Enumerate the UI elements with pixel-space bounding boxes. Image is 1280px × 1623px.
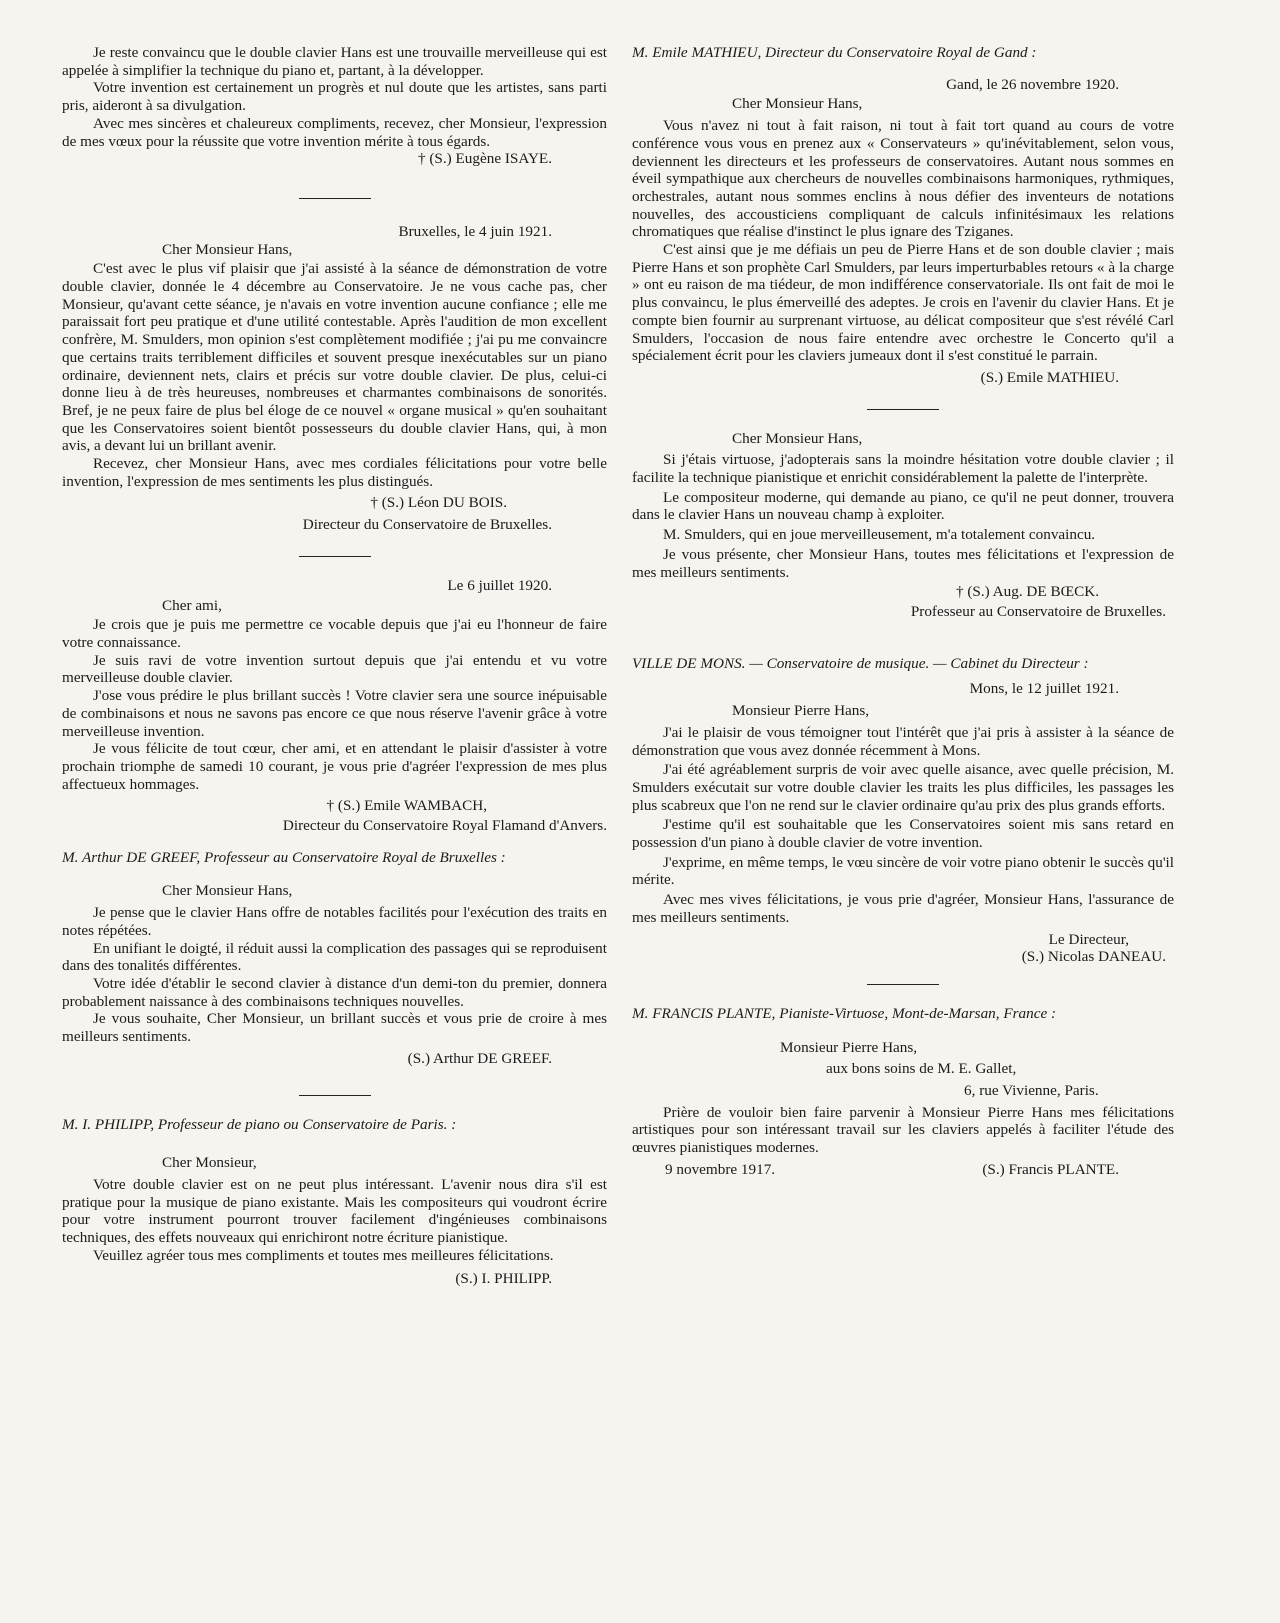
signature: (S.) Emile MATHIEU. xyxy=(980,368,1119,386)
signature: † (S.) Aug. DE BŒCK. xyxy=(955,583,1099,601)
paragraph: C'est avec le plus vif plaisir que j'ai assisté à la séance de démonstration de votre double clavier, donnée le 4 décembre au Conservatoire. Je ne vous cache pas, cher Monsieur, qu'avant cette séance, je n'avais en votre invention aucune confiance ; elle me paraissait fort peu pratique et d'une utilité contestable. Après l'audition de mon excellent confrère, M. Smulders, mon opinion s'est complètement modifiée ; j'ai pu me convaincre que certains traits terriblement difficiles et souvent presque inexécutables sur un piano ordinaire, deviennent nets, clairs et précis sur votre double clavier. De plus, celui-ci donne lieu à de très heureuses, nombreuses et charmantes combinaisons de sonorités. Bref, je ne peux faire de plus bel éloge de ce nouvel « organe musical » qu'en souhaitant que les Conservatoires soient bientôt possesseurs du double clavier Hans, qui, à mon avis, a devant lui un brillant avenir. xyxy=(62,260,607,455)
address-line: 6, rue Vivienne, Paris. xyxy=(964,1082,1099,1100)
signer-title: Le Directeur, xyxy=(1048,930,1129,948)
letter-philipp xyxy=(62,1116,607,1288)
signer-title: Directeur du Conservatoire de Bruxelles. xyxy=(302,516,552,534)
paragraph: Votre idée d'établir le second clavier à distance d'un demi-ton du premier, donnera probablement naissance à des combinaisons techniques nouvelles. xyxy=(62,974,607,1010)
paragraph: J'ai le plaisir de vous témoigner tout l'intérêt que j'ai pris à assister à la séance de démonstration que vous avez donnée récemment à Mons. xyxy=(632,723,1174,759)
paragraph: Je crois que je puis me permettre ce vocable depuis que j'ai eu l'honneur de faire votre connaissance. xyxy=(62,616,607,651)
letter-heading: M. I. PHILIPP, Professeur de piano ou Conservatoire de Paris. : xyxy=(62,1116,457,1134)
closing-line xyxy=(632,1161,1174,1179)
letter-daneau xyxy=(632,655,1174,966)
signature: (S.) Nicolas DANEAU. xyxy=(1021,948,1166,966)
paragraph: J'estime qu'il est souhaitable que les Conservatoires soient mis sans retard en possession d'un piano à double clavier de votre invention. xyxy=(632,816,1174,852)
salutation: Cher Monsieur Hans, xyxy=(162,882,293,900)
paragraph: J'ai été agréablement surpris de voir avec quelle aisance, avec quelle précision, M. Smulders exécutait sur votre double clavier les traits les plus difficiles, les passages les plus scabreux que l'on ne rend sur le clavier ordinaire qu'au prix des plus grands efforts. xyxy=(632,761,1174,814)
address-line: aux bons soins de M. E. Gallet, xyxy=(826,1060,1017,1078)
paragraph: Je pense que le clavier Hans offre de notables facilités pour l'exécution des traits en notes répétées. xyxy=(62,904,607,939)
paragraph: En unifiant le doigté, il réduit aussi la complication des passages qui se reproduisent dans des tonalités différentes. xyxy=(62,939,607,975)
letter-mathieu xyxy=(632,44,1174,387)
paragraph: Vous n'avez ni tout à fait raison, ni tout à fait tort quand au cours de votre conférence vous vous en prenez aux « Conservateurs » qu'inévitablement, selon vous, deviennent les directeurs et les professeurs de conservatoires. Autant nous sommes en éveil sympathique aux chercheurs de nouvelles combinaisons harmoniques, rythmiques, orchestrales, autant nous sommes enclins à nous défier des inventeurs de notations nouvelles, des accousticiens compliquant de calculs infinitésimaux les relations chromatiques que réalise d'instinct le plus ignare des Tziganes. xyxy=(632,117,1174,241)
paragraph: Je vous présente, cher Monsieur Hans, toutes mes félicitations et l'expression de mes meilleurs sentiments. xyxy=(632,545,1174,581)
signature: (S.) Arthur DE GREEF. xyxy=(407,1049,552,1067)
paragraph: Le compositeur moderne, qui demande au piano, ce qu'il ne peut donner, trouvera dans le clavier Hans un nouveau champ à exploiter. xyxy=(632,488,1174,524)
letter-date: Le 6 juillet 1920. xyxy=(447,576,552,594)
salutation: Cher Monsieur Hans, xyxy=(162,240,293,258)
address-line: Monsieur Pierre Hans, xyxy=(780,1038,918,1056)
paragraph: Si j'étais virtuose, j'adopterais sans la moindre hésitation votre double clavier ; il facilite la technique pianistique et enrichit considérablement la palette de l'interprète. xyxy=(632,451,1174,487)
letter-heading: VILLE DE MONS. — Conservatoire de musique. — Cabinet du Directeur : xyxy=(632,654,1089,672)
letter-isaye xyxy=(62,44,607,168)
letter-date: Mons, le 12 juillet 1921. xyxy=(969,680,1119,698)
paragraph: Veuillez agréer tous mes compliments et toutes mes meilleures félicitations. xyxy=(93,1246,554,1264)
paragraph: Avec mes vives félicitations, je vous prie d'agréer, Monsieur Hans, l'assurance de mes meilleurs sentiments. xyxy=(632,891,1174,926)
paragraph: Avec mes sincères et chaleureux compliments, recevez, cher Monsieur, l'expression de mes vœux pour la réussite que votre invention mérite à tous égards. xyxy=(62,114,607,150)
signature: (S.) I. PHILIPP. xyxy=(455,1270,552,1288)
salutation: Cher Monsieur Hans, xyxy=(732,429,863,447)
letter-heading: M. FRANCIS PLANTE, Pianiste-Virtuose, Mont-de-Marsan, France : xyxy=(632,1004,1057,1022)
signer-title: Professeur au Conservatoire de Bruxelles. xyxy=(910,602,1166,620)
signer-title: Directeur du Conservatoire Royal Flamand d'Anvers. xyxy=(282,817,607,835)
signature: † (S.) Emile WAMBACH, xyxy=(326,797,487,815)
salutation: Cher Monsieur Hans, xyxy=(732,95,863,113)
paragraph: Prière de vouloir bien faire parvenir à Monsieur Pierre Hans mes félicitations artistiques pour son intéressant travail sur les claviers appelés à faciliter l'étude des œuvres pianistiques modernes. xyxy=(632,1103,1174,1157)
letter-dubois xyxy=(62,223,607,534)
paragraph: Je suis ravi de votre invention surtout depuis que j'ai entendu et vu votre merveilleuse double clavier. xyxy=(62,651,607,687)
letter-date: Bruxelles, le 4 juin 1921. xyxy=(398,222,552,240)
paragraph: Je reste convaincu que le double clavier Hans est une trouvaille merveilleuse qui est appelée à simplifier la technique du piano et, partant, à la développer. xyxy=(62,44,607,79)
signature: (S.) Francis PLANTE. xyxy=(982,1160,1119,1178)
signature: † (S.) Léon DU BOIS. xyxy=(370,494,507,512)
letter-date: 9 novembre 1917. xyxy=(665,1160,776,1178)
paragraph: Je vous souhaite, Cher Monsieur, un brillant succès et vous prie de croire à mes meilleurs sentiments. xyxy=(62,1010,607,1046)
paragraph: Je vous félicite de tout cœur, cher ami, et en attendant le plaisir d'assister à votre prochain triomphe de samedi 10 courant, je vous prie d'agréer l'expression de mes plus affectueux hommages. xyxy=(62,740,607,793)
letter-wambach xyxy=(62,577,607,835)
paragraph: M. Smulders, qui en joue merveilleusement, m'a totalement convaincu. xyxy=(663,526,1096,544)
letter-deboeck xyxy=(632,430,1174,621)
paragraph: J'exprime, en même temps, le vœu sincère de voir votre piano obtenir le succès qu'il mérite. xyxy=(632,853,1174,889)
right-column xyxy=(632,44,1174,1179)
letter-plante xyxy=(632,1005,1174,1179)
salutation: Monsieur Pierre Hans, xyxy=(732,702,870,720)
letter-heading: M. Arthur DE GREEF, Professeur au Conservatoire Royal de Bruxelles : xyxy=(62,848,506,866)
paragraph: J'ose vous prédire le plus brillant succès ! Votre clavier sera une source inépuisable de combinaisons et nous ne savons pas encore ce que nous réserve l'avenir grâce à votre merveilleuse invention. xyxy=(62,687,607,740)
letter-date: Gand, le 26 novembre 1920. xyxy=(946,75,1119,93)
letter-heading: M. Emile MATHIEU, Directeur du Conservatoire Royal de Gand : xyxy=(632,44,1037,61)
salutation: Cher ami, xyxy=(162,596,222,614)
paragraph: Votre invention est certainement un progrès et nul doute que les artistes, sans parti pris, aideront à sa divulgation. xyxy=(62,79,607,115)
paragraph: C'est ainsi que je me défiais un peu de Pierre Hans et de son double clavier ; mais Pierre Hans et son prophète Carl Smulders, par leurs imperturbables retours « à la charge » ont eu raison de ma tiédeur, de mon indifférence conservatoriale. Ils ont fait de moi le plus convaincu, le plus émerveillé des adeptes. Je crois en l'avenir du clavier Hans. Et je compte bien fournir au surprenant virtuose, au délicat compositeur que s'est révélé Carl Smulders, l'occasion de nous faire entendre avec orchestre le Concerto qu'il a spécialement écrit pour les claviers jumeaux dont il s'est constitué le parrain. xyxy=(632,241,1174,365)
paragraph: Votre double clavier est on ne peut plus intéressant. L'avenir nous dira s'il est pratique pour la musique de piano existante. Mais les compositeurs qui voudront écrire pour votre instrument pourront trouver facilement d'ingénieuses combinaisons techniques, des effets nouveaux qui enrichiront notre écriture pianistique. xyxy=(62,1175,607,1246)
salutation: Cher Monsieur, xyxy=(162,1154,257,1172)
paragraph: Recevez, cher Monsieur Hans, avec mes cordiales félicitations pour votre belle invention, l'expression de mes sentiments les plus distingués. xyxy=(62,455,607,490)
letter-degreef xyxy=(62,849,607,1068)
left-column xyxy=(62,44,607,1288)
signature: † (S.) Eugène ISAYE. xyxy=(417,150,552,168)
